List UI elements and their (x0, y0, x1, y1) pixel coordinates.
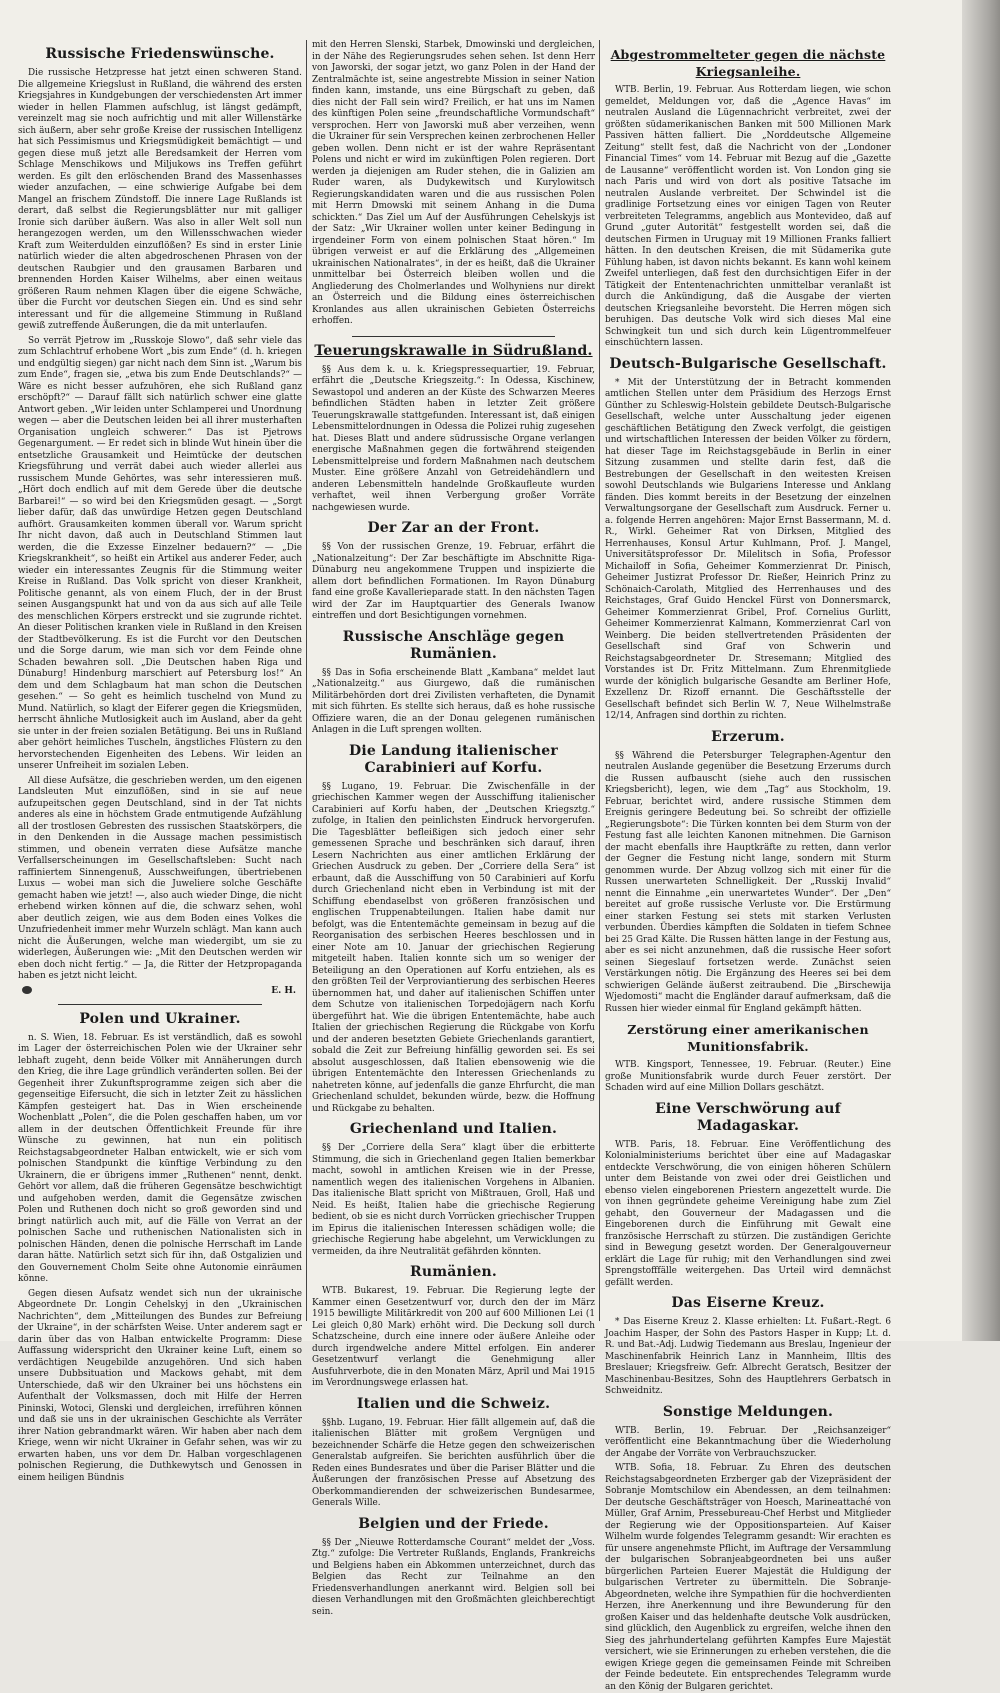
ornament-icon (22, 986, 32, 994)
article-text: §§ Aus dem k. u. k. Kriegspressequartier, 19. Februar, erfährt die „Deutsche Kriegszeitg.“: In Odessa, Kischinew, Sewastopol und anderen an der Küste des Schwarzen Meeres befindlichen Städten haben in letzter Zeit größere Teuerungskrawalle stattgefunden. Interessant ist, daß einigen Lebensmittelordnungen in Odessa die Polizei ruhig zugesehen hat. Dieses Blatt und andere südrussische Organe verlangen energische Maßnahmen gegen die fortwährend steigenden Lebensmittelpreise und fordern Maßnahmen nach deutschem Muster. Eine größere Anzahl von Getreidehändlern und anderen Lebensmitteln handelnde Großkaufleute wurden verhaftet, weil ihnen Verbergung großer Vorräte nachgewiesen wurde. (312, 364, 595, 513)
article-text: WTB. Berlin, 19. Februar. Aus Rotterdam liegen, wie schon gemeldet, Meldungen vor, daß die „Agence Havas“ im neutralen Ausland die Lügennachricht verbreitet, zwei der größten südamerikanischen Banken mit 500 Millionen Mark Passiven hätten falliert. Die „Norddeutsche Allgemeine Zeitung“ stellt fest, daß die Nachricht von der „Londoner Financial Times“ vom 14. Februar mit Bezug auf die „Gazette de Lausanne“ veröffentlicht worden ist. Von London ging sie nach Paris und wird von dort als positive Tatsache im neutralen Auslande verbreitet. Der Schwindel ist die gradlinige Fortsetzung eines vor einigen Tagen von Reuter verbreiteten Telegramms, angeblich aus Montevideo, daß auf Grund „guter Autorität“ festgestellt worden sei, daß die deutschen Firmen in Uruguay mit 19 Millionen Franks falliert hätten. In den deutschen Kreisen, die mit Südamerika gute Fühlung haben, ist davon nichts bekannt. Es kann wohl keinem Zweifel unterliegen, daß fest den durchsichtigen Eifer in der Tätigkeit der Ententenachrichten unmittelbar veranlaßt ist durch die Ankündigung, daß die Ausgabe der vierten deutschen Kriegsanleihe bevorsteht. Die Herren mögen sich beruhigen. Das deutsche Volk wird sich dieses Mal eine Schwingkeit tun und sich durch kein Lügentrommelfeuer einschüchtern lassen. (605, 85, 891, 348)
article-text: Die russische Hetzpresse hat jetzt einen schweren Stand. Die allgemeine Kriegslust in Rußland, die während des ersten Kriegsjahres in Kundgebungen der verschiedensten Art immer wieder in hellen Flammen aufschlug, ist längst gedämpft, vereinzelt mag sie noch aufrichtig und mit aller Willenstärke sich äußern, aber sehr große Kreise der russischen Intelligenz hat sich Pessimismus und Kriegsmüdigkeit bemächtigt — und gegen diese muß jetzt alle Beredsamkeit der Herren vom Schlage Menschikows und Miljukows ins Treffen geführt werden. Es gilt den erlöschenden Brand des Massenhasses wieder anzufachen, — eine schwierige Aufgabe bei dem Mangel an frischem Zündstoff. Die innere Lage Rußlands ist derart, daß selbst die Regierungsblätter nur mit galliger Ironie sich darüber äußern. Was also in aller Welt soll nun herangezogen werden, um den Willensschwachen wieder Kraft zum Weiterdulden einzuflößen? Es sind in erster Linie natürlich wieder die alten abgedroschenen Phrasen von der deutschen Raubgier und den grausamen Barbaren und brennenden Horden Kaiser Wilhelms, aber einen weitaus größeren Raum nehmen Klagen über die eigene Schwäche, über die Furcht vor deutschen Siegen ein. Und es sind sehr interessant und für die allgemeine Stimmung in Rußland gewiß zutreffende Äußerungen, die da mit unterlaufen. (18, 68, 302, 331)
column-left (18, 40, 302, 1483)
column-right (605, 40, 891, 1692)
article-text: mit den Herren Slenski, Starbek, Dmowinski und dergleichen, in der Nähe des Regierungsrudes sehen sehen. Ist denn Herr von Jaworski, der sogar jetzt, wo ganz Polen in der Hand der Zentralmächte ist, seine angestrebte Mission in seiner Nation finden kann, imstande, uns eine Bürgschaft zu geben, daß dies nicht der Fall sein wird? Freilich, er hat uns im Namen des künftigen Polen seine „freundschaftliche Vormundschaft“ versprochen. Herr von Jaworski muß aber verzeihen, wenn die Ukrainer für sein Versprechen keinen zerbrochenen Heller geben wollen. Denn nicht er ist der wahre Repräsentant Polens und nicht er wird im zukünftigen Polen regieren. Dort werden ja diejenigen am Ruder stehen, die in Galizien am Ruder waren, als Dudykewitsch und Kurylowitsch Regierungskandidaten waren und die aus russischen Polen mit Herrn Dmowski mit seinem Anhang in die Duma schickten.“ Das Ziel um Auf der Ausführungen Cehelskyjs ist der Satz: „Wir Ukrainer wollen unter keiner Bedingung in irgendeiner Form von einem polnischen Staat hören.“ Im übrigen verweist er auf die Erklärung des „Allgemeinen ukrainischen Nationalrates“, in der es heißt, daß die Ukrainer unmittelbar bei Österreich bleiben wollen und die Angliederung des Cholmerlandes und Wolhyniens nur direkt an Österreich und die Bildung eines österreichischen Kronlandes aus allen ukrainischen Gebieten Österreichs erhoffen. (312, 40, 595, 326)
article-text: WTB. Paris, 18. Februar. Eine Veröffentlichung des Kolonialministeriums berichtet über eine auf Madagaskar entdeckte Verschwörung, die von einigen höheren Schülern unter dem Beistande von zwei oder drei Geistlichen und ebenso vielen eingeborenen Priestern angezettelt wurde. Die von ihnen gegründete geheime Vereinigung habe zum Ziel gehabt, den Gouverneur der Madagassen und die Eingeborenen durch die Einführung mit Gewalt eine französische Herrschaft zu stürzen. Die zuständigen Gerichte sind in Bewegung gesetzt worden. Der Generalgouverneur erklärt die Lage für ruhig; mit den Verhandlungen sind zwei Sprengstofffälle weitergehen. Das Urteil wird demnächst gefällt werden. (605, 1139, 891, 1288)
article-text: n. S. Wien, 18. Februar. Es ist verständlich, daß es sowohl im Lager der österreichischen Polen wie der Ukrainer sehr lebhaft zugeht, denn beide Völker mit Annäherungen durch den Krieg, die ihre Lage gründlich veränderten sollen. Bei der Gegenheit ihrer Zukunftsprogramme zeigen sich aber die gegenseitige Eifersucht, die sich in letzter Zeit zu hässlichen Kämpfen gesteigert hat. Das in Wien erscheinende Wochenblatt „Polen“, die die Polen geschaffen haben, um vor allem in der deutschen Öffentlichkeit Freunde für ihre Wünsche zu gewinnen, hat nun ein politisch Reichstagsabgeordneter Halban entwickelt, wie er sich vom polnischen Standpunkt die künftige Verbindung zu den Ukrainern, die er übrigens immer „Ruthenen“ nennt, denkt. Gehört vor allem, daß die früheren Gegensätze beschwichtigt und aufgehoben werden, damit die Gegensätze zwischen Polen und Ruthenen doch nicht so groß geworden sind und bringt natürlich auch mit, auf die Fälle von Verrat an der polnischen Sache und ruthenischen Nationalisten sich in polnischen Händen, denen die polnische Herrschaft im Lande daran hätte. Natürlich setzt sich für ihn, daß Ostgalizien und den Gouvernement Cholm Seite ohne Autonomie einräumen könne. (18, 1032, 302, 1284)
headline-iron-cross: Das Eiserne Kreuz. (671, 1295, 825, 1311)
article-text: §§ Während die Petersburger Telegraphen-Agentur den neutralen Auslande gegenüber die Besetzung Erzerums durch die Russen aufbauscht (siehe auch den russischen Kriegsbericht), legen, wie dem „Tag“ aus Stockholm, 19. Februar, berichtet wird, andere russische Stimmen dem Ereignis geringere Bedeutung bei. So schreibt der offizielle „Regierungsbote“: Die Türken konnten bei dem Sturm von der Festung fast alle leichten Kanonen mitnehmen. Die Garnison der macht ebenfalls ihre Hauptkräfte zu retten, dann verlor der Gegner die Festung nicht lange, sondern mit Sturm genommen wurde. Der Abzug vollzog sich mit einer für die Russen unerwarteten Schnelligkeit. Der „Russkij Invalid“ nennt die Einnahme „ein unerwartetes Wunder“. Der „Den“ bereitet auf große russische Verluste vor. Die Erstürmung einer starken Festung sei stets mit starken Verlusten verbunden. Überdies kämpften die Soldaten in tiefem Schnee bei 25 Grad Kälte. Die Russen hätten lange in der Festung aus, aber es sei nicht anzunehmen, daß die russische Heer sofort seinen Siegeslauf fortsetzen werde. Zunächst seien Verstärkungen nötig. Die Ergänzung des Heeres sei bei dem schwierigen Gelände äußerst zeitraubend. Die „Birschewija Wjedomosti“ macht die Engländer darauf aufmerksam, daß die Russen hier wieder einmal für England gekämpft hätten. (605, 750, 891, 1014)
column-rule (306, 40, 307, 1321)
article-text: §§hb. Lugano, 19. Februar. Hier fällt allgemein auf, daß die italienischen Blätter mit großem Vergnügen und bezeichnender Schärfe die Hetze gegen den schweizerischen Generalstab aufgreifen. Sie berichten ausführlich über die Reden eines Bundesrates und über die Pariser Blätter und die Äußerungen der französischen Presse auf Absetzung des Oberkommandierenden der schweizerischen Bundesarmee, Generals Wille. (312, 1417, 595, 1508)
divider (352, 336, 555, 337)
headline-price-riots: Teuerungskrawalle in Südrußland. (314, 342, 593, 359)
article-text: All diese Aufsätze, die geschrieben werden, um den eigenen Landsleuten Mut einzuflößen, sind in sie auf neue aufzupeitschen gegen Deutschland, sind in der Tat nichts anderes als eine in höchstem Grade entmutigende Aufzählung all der trostlosen Gebresten des russischen Staatskörpers, die in den Denkenden in die Aussage machen pessimistisch stimmen, und obenein verraten diese Aufsätze manche Verfallserscheinungen im Gesellschaftsleben: Sucht nach raffiniertem Sinnengenuß, Ausschweifungen, übertriebenen Luxus — wobei man sich die Juweliere solche Geschäfte gemacht haben wie jetzt! —, also auch wieder Dinge, die nicht erhebend wirken können auf die, die schwarz sehen, wohl aber deutlich zeigen, wie aus dem Boden eines Volkes die Unzufriedenheit immer mehr Wurzeln schlägt. Man kann auch nicht die Äußerungen, welche man wiedergibt, um sie zu widerlegen, Äußerungen wie: „Mit den Deutschen werden wir eben doch nicht fertig.“ — Ja, die Ritter der Hetzpropaganda haben es jetzt nicht leicht. (18, 775, 302, 981)
headline-war-loan: Abgestrommelteter gegen die nächste Kriegsanleihe. (610, 47, 886, 79)
article-text: * Mit der Unterstützung der in Betracht kommenden amtlichen Stellen unter dem Präsidium des Herzogs Ernst Günther zu Schleswig-Holstein gebildete Deutsch-Bulgarische Gesellschaft, welche unter Ausschaltung jeder eigenen geschäftlichen Betätigung den Zweck verfolgt, die geistigen und wirtschaftlichen Interessen der beiden Völker zu fördern, hat dieser Tage im Reichstagsgebäude in Berlin in einer Sitzung zusammen und stellte darin fest, daß die Bestrebungen der Gesellschaft in den weitesten Kreisen sowohl Deutschlands wie Bulgariens Interesse und Anklang fänden. Dies kommt bereits in der Besetzung der einzelnen Verwaltungsorgane der Gesellschaft zum Ausdruck. Ferner u. a. folgende Herren angehören: Major Ernst Bassermann, M. d. R., Wirkl. Geheimer Rat von Dirksen, Mitglied des Herrenhauses, Konsul Artur Kuhlmann, Prof. J. Mangel, Universitätsprofessor Dr. Milelitsch in Sofia, Professor Michailoff in Sofia, Geheimer Kommerzienrat Dr. Pinisch, Geheimer Justizrat Professor Dr. Rießer, Heinrich Prinz zu Schönaich-Carolath, Mitglied des Herrenhauses und des Reichstages, Graf Guido Henckel Fürst von Donnersmarck, Geheimer Kommerzienrat Gribel, Prof. Cornelius Gurlitt, Geheimer Kommerzienrat Kalmann, Kommerzienrat Carl von Weinberg. Die beiden stellvertretenden Präsidenten der Gesellschaft sind Graf von Schwerin und Reichstagsabgeordneter Dr. Stresemann; Mitglied des Vorstandes ist Dr. Fritz Mittelmann. Zum Ehrenmitgliede wurde der königlich bulgarische Gesandte am Berliner Hofe, Exzellenz Dr. Rizoff ernannt. Die Geschäftsstelle der Gesellschaft befindet sich Berlin W. 7, Neue Wilhelmstraße 12/14, Anfragen sind dorthin zu richten. (605, 377, 891, 721)
article-text: WTB. Sofia, 18. Februar. Zu Ehren des deutschen Reichstagsabgeordneten Erzberger gab der Vizepräsident der Sobranje Momtschilow ein Abendessen, an dem teilnahmen: Der deutsche Geschäftsträger von Hoesch, Marineattaché von Müller, Graf Arnim, Pressebureau-Chef Herbst und Mitglieder der Regierung wie der Oppositionsparteien. Auf Kaiser Wilhelm wurde folgendes Telegramm gesandt: Wir erachten es für unsere angenehmste Pflicht, im Auftrage der Versammlung der bulgarischen Sobranjeabgeordneten bei uns außer bürgerlichen Parteien Euerer Majestät die Huldigung der bulgarischen Vertreter zu übermitteln. Die Sobranje-Abgeordneten, welche ihre Sympathien für die hochverdienten Herzen, ihre Anerkennung und ihre Bewunderung für den großen Kaiser und das heldenhafte deutsche Volk ausdrücken, sind glücklich, den Augenblick zu ergreifen, welche ihnen den Sieg des jahrhundertelang geführten Kampfes Eure Majestät versichert, wie sie Erinnerungen zu erheben verstehen, die die ewigen Kriege gegen die gemeinsamen Feinde mit Schreiben der Feinde bedeutete. Ein entsprechendes Telegramm wurde an den König der Bulgaren gerichtet. (605, 1463, 891, 1692)
article-text: Gegen diesen Aufsatz wendet sich nun der ukrainische Abgeordnete Dr. Longin Cehelskyj in den „Ukrainischen Nachrichten“, dem „Mitteilungen des Bundes zur Befreiung der Ukraine“, in der schärfsten Weise. Unter anderem sagt er darin über das von Halban entwickelte Programm: Diese Auffassung widerspricht den Ukrainer keine Luft, einem so verdächtigen Neugebilde anzugehören. Und sich haben unsere Dubbsituation und Mackows gehabt, mit dem Unterschiede, daß wir den Ukrainer bei uns höchstens ein Aufenthalt der Volksmassen, doch mit Hilfe der Herren Pininski, Wotoci, Glenski und dergleichen, irreführen können und daß sie uns in der ukrainischen Geschichte als Verräter ihrer Nation gebrandmarkt wären. Wir haben aber nach dem Kriege, wenn wir nicht Ukrainer in Gefahr sehen, was wir zu erwarten haben, uns vor dem Dr. Halban vorgeschlagenen polnischen Regierung, die Duthkewytsch und Genossen in einem heiligen Bündnis (18, 1288, 302, 1483)
headline-tsar-front: Der Zar an der Front. (367, 520, 540, 536)
headline-russian-peace-wishes: Russische Friedenswünsche. (45, 46, 275, 62)
headline-poles-ukrainians: Polen und Ukrainer. (79, 1010, 241, 1027)
article-text: WTB. Kingsport, Tennessee, 19. Februar. (Reuter.) Eine große Munitionsfabrik wurde durch Feuer zerstört. Der Schaden wird auf eine Million Dollars geschätzt. (605, 1060, 891, 1093)
divider (58, 1004, 262, 1005)
signature-text: E. H. (271, 985, 296, 996)
page-edge-shadow (962, 0, 1000, 1341)
headline-italy-switzerland: Italien und die Schweiz. (356, 1395, 551, 1412)
article-text: §§ Das in Sofia erscheinende Blatt „Kambana“ meldet laut „Nationalzeitg.“ aus Giurgewo, daß die rumänischen Militärbehörden dort drei Zivilisten verhafteten, die Dynamit mit sich führten. Es stellte sich heraus, daß es hohe russische Offiziere waren, die an der Donau gelegenen rumänischen Anlagen in die Luft sprengen wollten. (312, 667, 595, 735)
headline-russian-plots-romania: Russische Anschläge gegen Rumänien. (342, 628, 565, 662)
article-text: WTB. Berlin, 19. Februar. Der „Reichsanzeiger“ veröffentlicht eine Bekanntmachung über die Wiederholung der Angabe der Vorräte von Verbrauchszucker. (605, 1425, 891, 1459)
headline-german-bulgarian-society: Deutsch-Bulgarische Gesellschaft. (609, 355, 887, 372)
column-rule (599, 40, 600, 1321)
headline-munitions-factory: Zerstörung einer amerikanischen Munitionsfabrik. (627, 1022, 869, 1054)
article-text: WTB. Bukarest, 19. Februar. Die Regierung legte der Kammer einen Gesetzentwurf vor, durch den der im März 1915 bewilligte Militärkredit von 200 auf 600 Millionen Lei (1 Lei gleich 0,80 Mark) erhöht wird. Die Deckung soll durch Schatzscheine, durch eine innere oder äußere Anleihe oder durch irgendwelche andere Mittel erfolgen. Ein anderer Gesetzentwurf verlangt die Genehmigung aller Ausfuhrverbote, die in den Monaten März, April und Mai 1915 im Verordnungswege erlassen hat. (312, 1286, 595, 1388)
article-text: §§ Lugano, 19. Februar. Die Zwischenfälle in der griechischen Kammer wegen der Ausschiffung italienischer Carabinieri auf Korfu haben, der „Deutschen Kriegsztg.“ zufolge, in Italien den peinlichsten Eindruck hervorgerufen. Die Tagesblätter befleißigen sich jedoch einer sehr gemessenen Sprache und beschränken sich darauf, ihren Lesern Nachrichten aus einer amtlichen Erklärung der Griechen Ausdruck zu geben. Der „Corriere della Sera“ ist erbaunt, daß die Ausschiffung von 50 Carabinieri auf Korfu durch Griechenland nicht eben in Verbindung ist mit der Schiffung ebendaselbst von größeren französischen und englischen Truppenabteilungen. Italien habe damit nur befolgt, was die Ententemächte gemeinsam in bezug auf die Reorganisation des serbischen Heeres beschlossen und in einer Note am 10. Januar der griechischen Regierung mitgeteilt haben. Italien konnte sich um so weniger der Beteiligung an den Operationen auf Korfu entziehen, als es den größten Teil der Verproviantierung des serbischen Heeres übernommen hat, und daher auf italienischen Schiffen unter dem Schutze von italienischen Torpedojägern nach Korfu übergeführt hat. Wie die übrigen Ententemächte, habe auch Italien der griechischen Regierung die Rückgabe von Korfu und der anderen besetzten Gebiete Griechenlands garantiert, sobald die Zeit zur Befreiung hinfällig geworden sei. Es sei absolut ausgeschlossen, daß Italien ebensowenig wie die übrigen Ententemächte den Interessen Griechenlands zu nahetreten könne, auf jedenfalls die ganze Ehrfurcht, die man Griechenland schuldet, bekunden würde, bezw. die Hoffnung und Rückgabe zu behalten. (312, 781, 595, 1114)
column-middle (312, 40, 595, 1617)
headline-greece-italy: Griechenland und Italien. (349, 1121, 558, 1137)
author-signature (18, 986, 296, 996)
article-text: §§ Von der russischen Grenze, 19. Februar, erfährt die „Nationalzeitung“: Der Zar beschäftigte im Abschnitte Riga-Dünaburg neu angekommene Truppen und inspizierte die allem dort befindlichen Formationen. Im Rayon Dünaburg fand eine große Kavallerieparade statt. In den nächsten Tagen wird der Zar im Hauptquartier des Generals Iwanow eintreffen und dort Besichtigungen vornehmen. (312, 542, 595, 621)
headline-madagascar: Eine Verschwörung auf Madagaskar. (655, 1100, 841, 1134)
headline-belgium-peace: Belgien und der Friede. (358, 1515, 549, 1532)
article-text: * Das Eiserne Kreuz 2. Klasse erhielten: Lt. Fußart.-Regt. 6 Joachim Hasper, der Sohn des Pastors Hasper in Kupp; Lt. d. R. und Bat.-Adj. Ludwig Tiedemann aus Breslau, Ingenieur der Maschinenfabrik Heinrich Lanz in Mannheim, Illtis des Breslauer; Kriegsfreiw. Gefr. Albrecht Geratsch, Besitzer der Maschinenbau-Besitzes, Sohn des Hauptlehrers Gerbatsch in Schweidnitz. (605, 1317, 891, 1396)
article-text: §§ Der „Corriere della Sera“ klagt über die erbitterte Stimmung, die sich in Griechenland gegen Italien bemerkbar macht, sowohl in amtlichen Kreisen wie in der Presse, namentlich wegen des italienischen Vorgehens in Albanien. Das italienische Blatt spricht von Mißtrauen, Groll, Haß und Neid. Es heißt, Italien habe die griechische Regierung bedient, ob sie es nicht durch Vorrücken griechischer Truppen im Epirus die italienischen Interessen schädigen wolle; die griechische Regierung habe abgelehnt, um Verwicklungen zu vermeiden, da ihre Neutralität gefährden könnten. (312, 1143, 595, 1257)
article-text: So verrät Pjetrow im „Russkoje Slowo“, daß sehr viele das zum Schlachtruf erhobene Wort „bis zum Ende“ (d. h. kriegen und endgültig siegen) gar nicht nach dem Sinn ist. „Warum bis zum Ende“, fragen sie, „etwa bis zum Ende Deutschlands?“ — Wäre es nicht besser aufzuhören, ehe sich Rußland ganz erschöpft?“ — Darauf fällt sich natürlich schwer eine glatte Antwort geben. „Wir leiden unter Schlamperei und Unordnung wegen — aber die Deutschen leiden bei all ihrer musterhaften Organisation ungleich schwerer.“ Das ist Pjetrows Gegenargument. — Er redet sich in blinde Wut hinein über die entsetzliche Grausamkeit und Heimtücke der deutschen Kriegsführung und verrät dabei auch wieder allerlei aus russischem Munde Gehörtes, was sehr interessieren muß. „Hört doch endlich auf mit dem Gerede über die deutsche Barbarei!“ — so wird bei den Kriegsmüden gesagt. — „Sorgt lieber dafür, daß das unwürdige Hetzen gegen Deutschland aufhört. Grausamkeiten kommen überall vor. Warum spricht Ihr nicht davon, daß auch in Deutschland Stimmen laut werden, die die Exzesse Einzelner bedauern?“ — „Die Kriegskrankheit“, so heißt ein Artikel aus anderer Feder, auch wieder ein interessantes Zeugnis für die Stimmung weiter Kreise in Rußland. Das Volk spricht von dieser Krankheit, Politische genannt, als von einem Fluch, der in der Brust seinen Ausgangspunkt hat und von da aus sich auf alle Teile des menschlichen Körpers erstreckt und sie zugrunde richtet. An dieser Politischen kranken viele in Rußland in den Kreisen der Stadtbevölkerung. Es ist die Furcht vor den Deutschen und die Sorge darum, wie man sich vor dem Feinde ohne Schaden bewahren soll. „Die Deutschen haben Riga und Dünaburg! Hindenburg marschiert auf Petersburg los!“ An dem und dem Schlagbaum hat man schon die Deutschen gesehen.“ — So geht es heimlich tuschelnd von Mund zu Mund. Natürlich, so klagt der Eiferer gegen die Kriegsmüden, herrscht ähnliche Mutlosigkeit auch im Ausland, aber da geht sie unter in der freien sozialen Betätigung. Bei uns in Rußland aber gehört heimliches Tuscheln, ängstliches Flüstern zu den hervorstechenden Eigenheiten des Lebens. Wir leiden an unserer Unfreiheit im sozialen Leben. (18, 335, 302, 771)
headline-carabinieri-corfu: Die Landung italienischer Carabinieri auf Korfu. (349, 742, 558, 776)
headline-erzerum: Erzerum. (711, 728, 785, 745)
headline-other-reports: Sonstige Meldungen. (662, 1403, 834, 1420)
headline-romania: Rumänien. (410, 1264, 497, 1280)
article-text: §§ Der „Nieuwe Rotterdamsche Courant“ meldet der „Voss. Ztg.“ zufolge: Die Vertreter Rußlands, Englands, Frankreichs und Belgiens haben ein Abkommen unterzeichnet, durch das Belgien das Recht zur Teilnahme an den Friedensverhandlungen anerkannt wird. Belgien soll bei diesen Verhandlungen mit den Großmächten gleichberechtigt sein. (312, 1537, 595, 1617)
